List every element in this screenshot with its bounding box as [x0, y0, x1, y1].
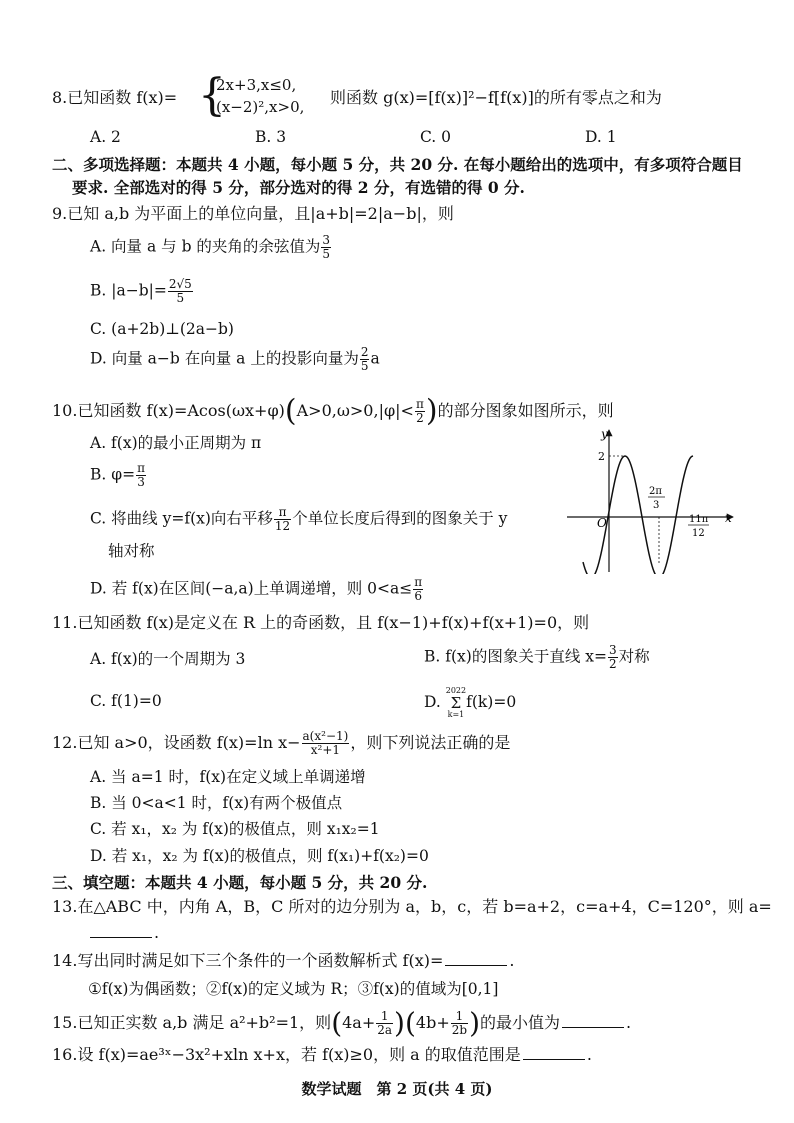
- page-footer: 数学试题 第 2 页(共 4 页): [301, 1080, 493, 1098]
- q14-conditions: ①f(x)为偶函数；②f(x)的定义域为 R；③f(x)的值域为[0,1]: [88, 980, 499, 998]
- q9-stem: 9.已知 a,b 为平面上的单位向量，且|a+b|=2|a−b|，则: [52, 204, 454, 223]
- frac-den: 2: [416, 411, 424, 425]
- q10-stem-frac: [415, 398, 425, 425]
- q15-paren2-open: (: [404, 1006, 416, 1040]
- graph-tick2-den: 12: [692, 528, 705, 539]
- q10-stem-a: 10.已知函数 f(x)=Acos(ωx+φ): [52, 401, 285, 420]
- q12-stem-a: 12.已知 a>0，设函数 f(x)=ln x−: [52, 733, 301, 752]
- graph-max-label: 2: [598, 450, 605, 463]
- q8-case1: 2x+3,x≤0,: [216, 76, 297, 94]
- graph-tick1-num: 2π: [649, 486, 662, 497]
- frac-den: 2a: [377, 1023, 393, 1037]
- q16-line: [52, 1044, 592, 1066]
- q11-stem: 11.已知函数 f(x)是定义在 R 上的奇函数，且 f(x−1)+f(x)+f(x+1)=0，则: [52, 613, 590, 632]
- q8-option-d: D. 1: [585, 128, 617, 146]
- frac-num: 2√5: [168, 277, 192, 291]
- q15-line: [52, 1006, 632, 1040]
- q10-option-d-frac: [413, 576, 423, 603]
- q13-line2-tail: .: [154, 923, 160, 942]
- frac-den: 5: [322, 247, 331, 261]
- q10-option-c-line2: 轴对称: [108, 542, 155, 560]
- q10-cosine-graph: [565, 424, 735, 574]
- q9-option-d-tail: a: [370, 349, 380, 368]
- q9-option-a-frac: [321, 234, 331, 261]
- section3-title: 三、填空题：本题共 4 小题，每小题 5 分，共 20 分.: [52, 873, 428, 892]
- graph-curve: [583, 456, 693, 574]
- q8-suffix: 则函数 g(x)=[f(x)]²−f[f(x)]的所有零点之和为: [330, 88, 662, 107]
- q16-answer-blank[interactable]: [523, 1045, 585, 1060]
- frac-den: 2b: [451, 1023, 468, 1037]
- q14-line1: [52, 950, 514, 972]
- q10-option-c-text: C. 将曲线 y=f(x)向右平移: [90, 509, 273, 528]
- frac-den: 5: [360, 359, 369, 373]
- q9-option-a-text: A. 向量 a 与 b 的夹角的余弦值为: [90, 237, 321, 256]
- q11-sum-bottom: k=1: [447, 710, 465, 719]
- q16-text: 16.设 f(x)=ae³ˣ−3x²+xln x+x，若 f(x)≥0，则 a 的取值范围是: [52, 1045, 521, 1064]
- frac-num: π: [274, 506, 291, 520]
- q14-line1-text: 14.写出同时满足如下三个条件的一个函数解析式 f(x)=: [52, 951, 444, 970]
- q10-stem-cond: A>0,ω>0,|φ|<: [296, 401, 414, 420]
- q8-option-a: A. 2: [90, 128, 121, 146]
- frac-den: 3: [137, 475, 145, 489]
- q10-paren-close: ): [425, 393, 438, 429]
- q15-p2-frac: [451, 1010, 468, 1037]
- q13-line2: [88, 922, 159, 944]
- q15-p2-a: 4b+: [415, 1013, 450, 1032]
- q9-option-b: [90, 278, 194, 305]
- q11-option-c: C. f(1)=0: [90, 692, 162, 710]
- q9-option-d-text: D. 向量 a−b 在向量 a 上的投影向量为: [90, 349, 359, 368]
- q10-paren-open: (: [284, 393, 297, 429]
- q15-paren1-open: (: [331, 1006, 343, 1040]
- frac-den: 2: [608, 657, 617, 671]
- frac-num: 1: [376, 1010, 393, 1024]
- q12-option-b: B. 当 0<a<1 时，f(x)有两个极值点: [90, 794, 343, 812]
- q10-option-a: A. f(x)的最小正周期为 π: [90, 434, 262, 452]
- frac-num: π: [414, 575, 423, 589]
- frac-den: 12: [274, 519, 291, 533]
- q10-stem: [52, 393, 614, 429]
- frac-num: 3: [608, 643, 617, 657]
- q10-option-b: [90, 462, 147, 489]
- q11-sum: [446, 686, 466, 720]
- frac-den: 5: [176, 291, 185, 305]
- q15-answer-blank[interactable]: [562, 1013, 624, 1028]
- q9-option-c: C. (a+2b)⊥(2a−b): [90, 320, 234, 338]
- q9-option-b-text: B. |a−b|=: [90, 281, 167, 300]
- q11-option-d: [424, 686, 516, 720]
- q10-option-b-frac: [136, 462, 146, 489]
- frac-num: π: [415, 397, 424, 411]
- q15-paren1-close: ): [394, 1006, 405, 1040]
- q11-option-b-frac: [608, 644, 618, 671]
- q12-option-c: C. 若 x₁，x₂ 为 f(x)的极值点，则 x₁x₂=1: [90, 820, 380, 838]
- q11-sum-top: 2022: [445, 686, 467, 695]
- frac-num: π: [137, 461, 145, 475]
- section2-line1: 二、多项选择题：本题共 4 小题，每小题 5 分，共 20 分. 在每小题给出的选项中，有多项符合题目: [52, 155, 743, 174]
- graph-tick2-num: 11π: [689, 514, 709, 525]
- q14-line1-tail: .: [509, 951, 515, 970]
- q11-sum-sign: Σ: [450, 694, 462, 712]
- q14-answer-blank[interactable]: [445, 951, 507, 966]
- q11-option-d-tail: f(k)=0: [466, 693, 517, 711]
- q8-cases: [216, 74, 304, 118]
- q15-tail: 的最小值为: [480, 1013, 561, 1032]
- q12-stem: [52, 730, 510, 757]
- q15-paren2-close: ): [469, 1006, 481, 1040]
- q15-pre: 15.已知正实数 a,b 满足 a²+b²=1，则: [52, 1013, 332, 1032]
- q10-option-b-text: B. φ=: [90, 465, 136, 484]
- frac-num: a(x²−1): [302, 729, 349, 743]
- q11-option-d-pre: D.: [424, 693, 441, 711]
- q8-case2: (x−2)²,x>0,: [216, 98, 305, 116]
- q11-option-b: [424, 644, 650, 671]
- q8-option-b: B. 3: [255, 128, 287, 146]
- q13-answer-blank[interactable]: [90, 923, 152, 938]
- q11-option-a: A. f(x)的一个周期为 3: [90, 650, 246, 668]
- q11-option-b-text: B. f(x)的图象关于直线 x=: [424, 647, 607, 666]
- q12-option-d: D. 若 x₁，x₂ 为 f(x)的极值点，则 f(x₁)+f(x₂)=0: [90, 847, 429, 865]
- q10-option-c-tail: 个单位长度后得到的图象关于 y: [292, 509, 508, 528]
- graph-y-label: y: [601, 427, 608, 441]
- q10-option-c-frac: [274, 506, 291, 533]
- q9-option-b-frac: [168, 278, 193, 305]
- graph-origin-label: O: [597, 516, 607, 530]
- q16-end: .: [586, 1045, 592, 1064]
- q8-option-c: C. 0: [420, 128, 452, 146]
- q10-option-d: [90, 576, 424, 603]
- q8-brace: {: [198, 70, 226, 121]
- q10-option-d-text: D. 若 f(x)在区间(−a,a)上单调递增，则 0<a≤: [90, 579, 413, 598]
- q11-option-b-tail: 对称: [618, 647, 650, 666]
- q9-option-d-frac: [360, 346, 370, 373]
- q15-p1-frac: [376, 1010, 393, 1037]
- frac-den: x²+1: [310, 743, 341, 757]
- q8-prefix: 8.已知函数 f(x)=: [52, 88, 178, 107]
- q13-line1: 13.在△ABC 中，内角 A，B，C 所对的边分别为 a，b，c，若 b=a+2，c=a+4，C=120°，则 a=: [52, 897, 772, 916]
- frac-num: 3: [322, 233, 331, 247]
- frac-num: 1: [451, 1010, 468, 1024]
- graph-tick1-den: 3: [653, 500, 660, 511]
- q12-stem-frac: [302, 730, 350, 757]
- q9-option-a: [90, 234, 332, 261]
- section2-line2: 要求. 全部选对的得 5 分，部分选对的得 2 分，有选错的得 0 分.: [72, 178, 525, 197]
- q15-end: .: [626, 1013, 632, 1032]
- q15-p1-a: 4a+: [342, 1013, 376, 1032]
- q10-option-c: [90, 506, 507, 533]
- q9-option-d: [90, 346, 380, 373]
- frac-num: 2: [360, 345, 369, 359]
- graph-x-label: x: [725, 511, 732, 525]
- q12-stem-b: ，则下列说法正确的是: [350, 733, 511, 752]
- frac-den: 6: [414, 589, 422, 603]
- q12-option-a: A. 当 a=1 时，f(x)在定义域上单调递增: [90, 768, 366, 786]
- q10-stem-b: 的部分图象如图所示，则: [437, 401, 614, 420]
